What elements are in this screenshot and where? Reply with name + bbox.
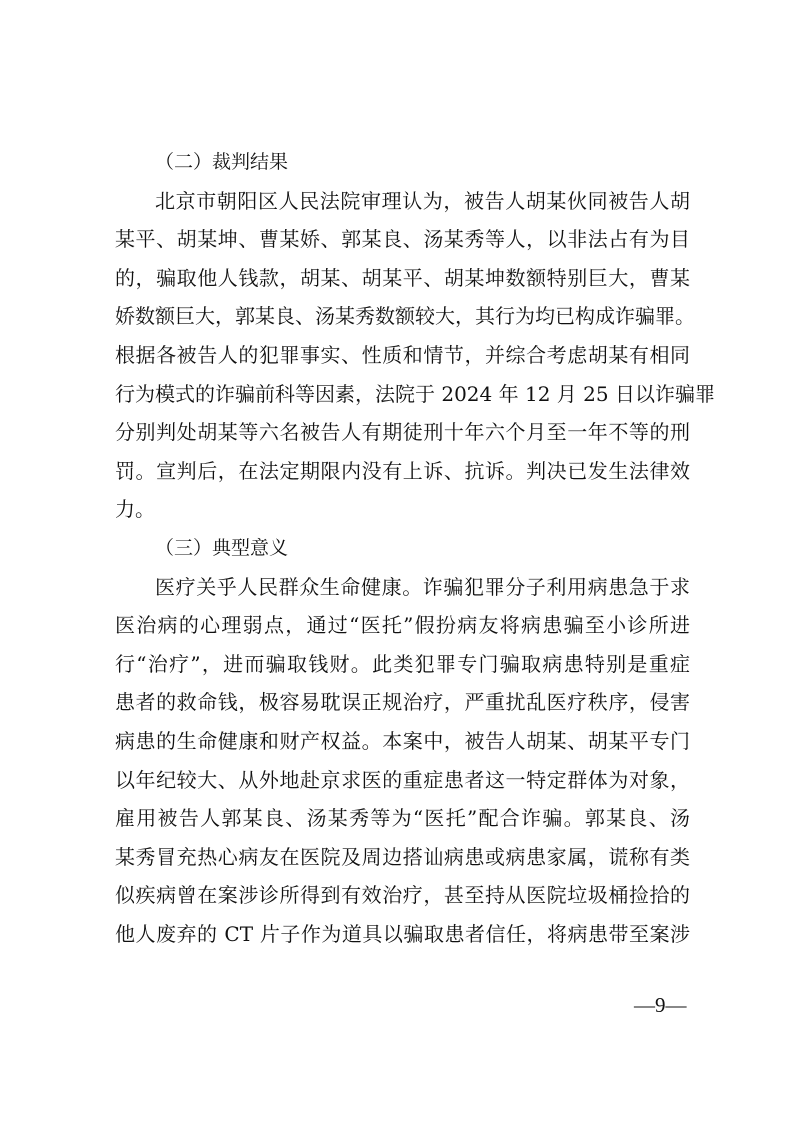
section-heading-significance: （三）典型意义 (155, 536, 289, 559)
paragraph-line: 某平、胡某坤、曹某娇、郭某良、汤某秀等人，以非法占有为目 (115, 227, 690, 252)
paragraph-line: 雇用被告人郭某良、汤某秀等为“医托”配合诈骗。郭某良、汤 (115, 806, 690, 831)
section-heading-verdict: （二）裁判结果 (155, 151, 289, 173)
paragraph-line: 以年纪较大、从外地赴京求医的重症患者这一特定群体为对象， (115, 767, 690, 792)
page-number: —9— (634, 993, 687, 1017)
paragraph-line: 他人废弃的 CT 片子作为道具以骗取患者信任，将病患带至案涉 (115, 921, 690, 946)
body-text (115, 143, 715, 953)
paragraph-line: 似疾病曾在案涉诊所得到有效治疗，甚至持从医院垃圾桶捡拾的 (115, 883, 690, 908)
paragraph-line: 力。 (115, 497, 155, 522)
paragraph-line: 患者的救命钱，极容易耽误正规治疗，严重扰乱医疗秩序，侵害 (115, 690, 690, 715)
paragraph-line: 根据各被告人的犯罪事实、性质和情节，并综合考虑胡某有相同 (115, 342, 690, 367)
paragraph-line: 的，骗取他人钱款，胡某、胡某平、胡某坤数额特别巨大，曹某 (115, 265, 690, 290)
paragraph-line: 病患的生命健康和财产权益。本案中，被告人胡某、胡某平专门 (115, 728, 690, 753)
paragraph-line: 医疗关乎人民群众生命健康。诈骗犯罪分子利用病患急于求 (155, 574, 690, 599)
paragraph-line: 娇数额巨大，郭某良、汤某秀数额较大，其行为均已构成诈骗罪。 (115, 304, 695, 329)
paragraph-line: 医治病的心理弱点，通过“医托”假扮病友将病患骗至小诊所进 (115, 613, 690, 638)
paragraph-line: 行为模式的诈骗前科等因素，法院于 2024 年 12 月 25 日以诈骗罪 (115, 381, 715, 406)
paragraph-line: 分别判处胡某等六名被告人有期徒刑十年六个月至一年不等的刑 (115, 420, 690, 445)
paragraph-line: 罚。宣判后，在法定期限内没有上诉、抗诉。判决已发生法律效 (115, 458, 690, 483)
paragraph-line: 行“治疗”，进而骗取钱财。此类犯罪专门骗取病患特别是重症 (115, 651, 690, 676)
paragraph-line: 某秀冒充热心病友在医院及周边搭讪病患或病患家属，谎称有类 (115, 844, 690, 869)
paragraph-line: 北京市朝阳区人民法院审理认为，被告人胡某伙同被告人胡 (155, 188, 690, 213)
